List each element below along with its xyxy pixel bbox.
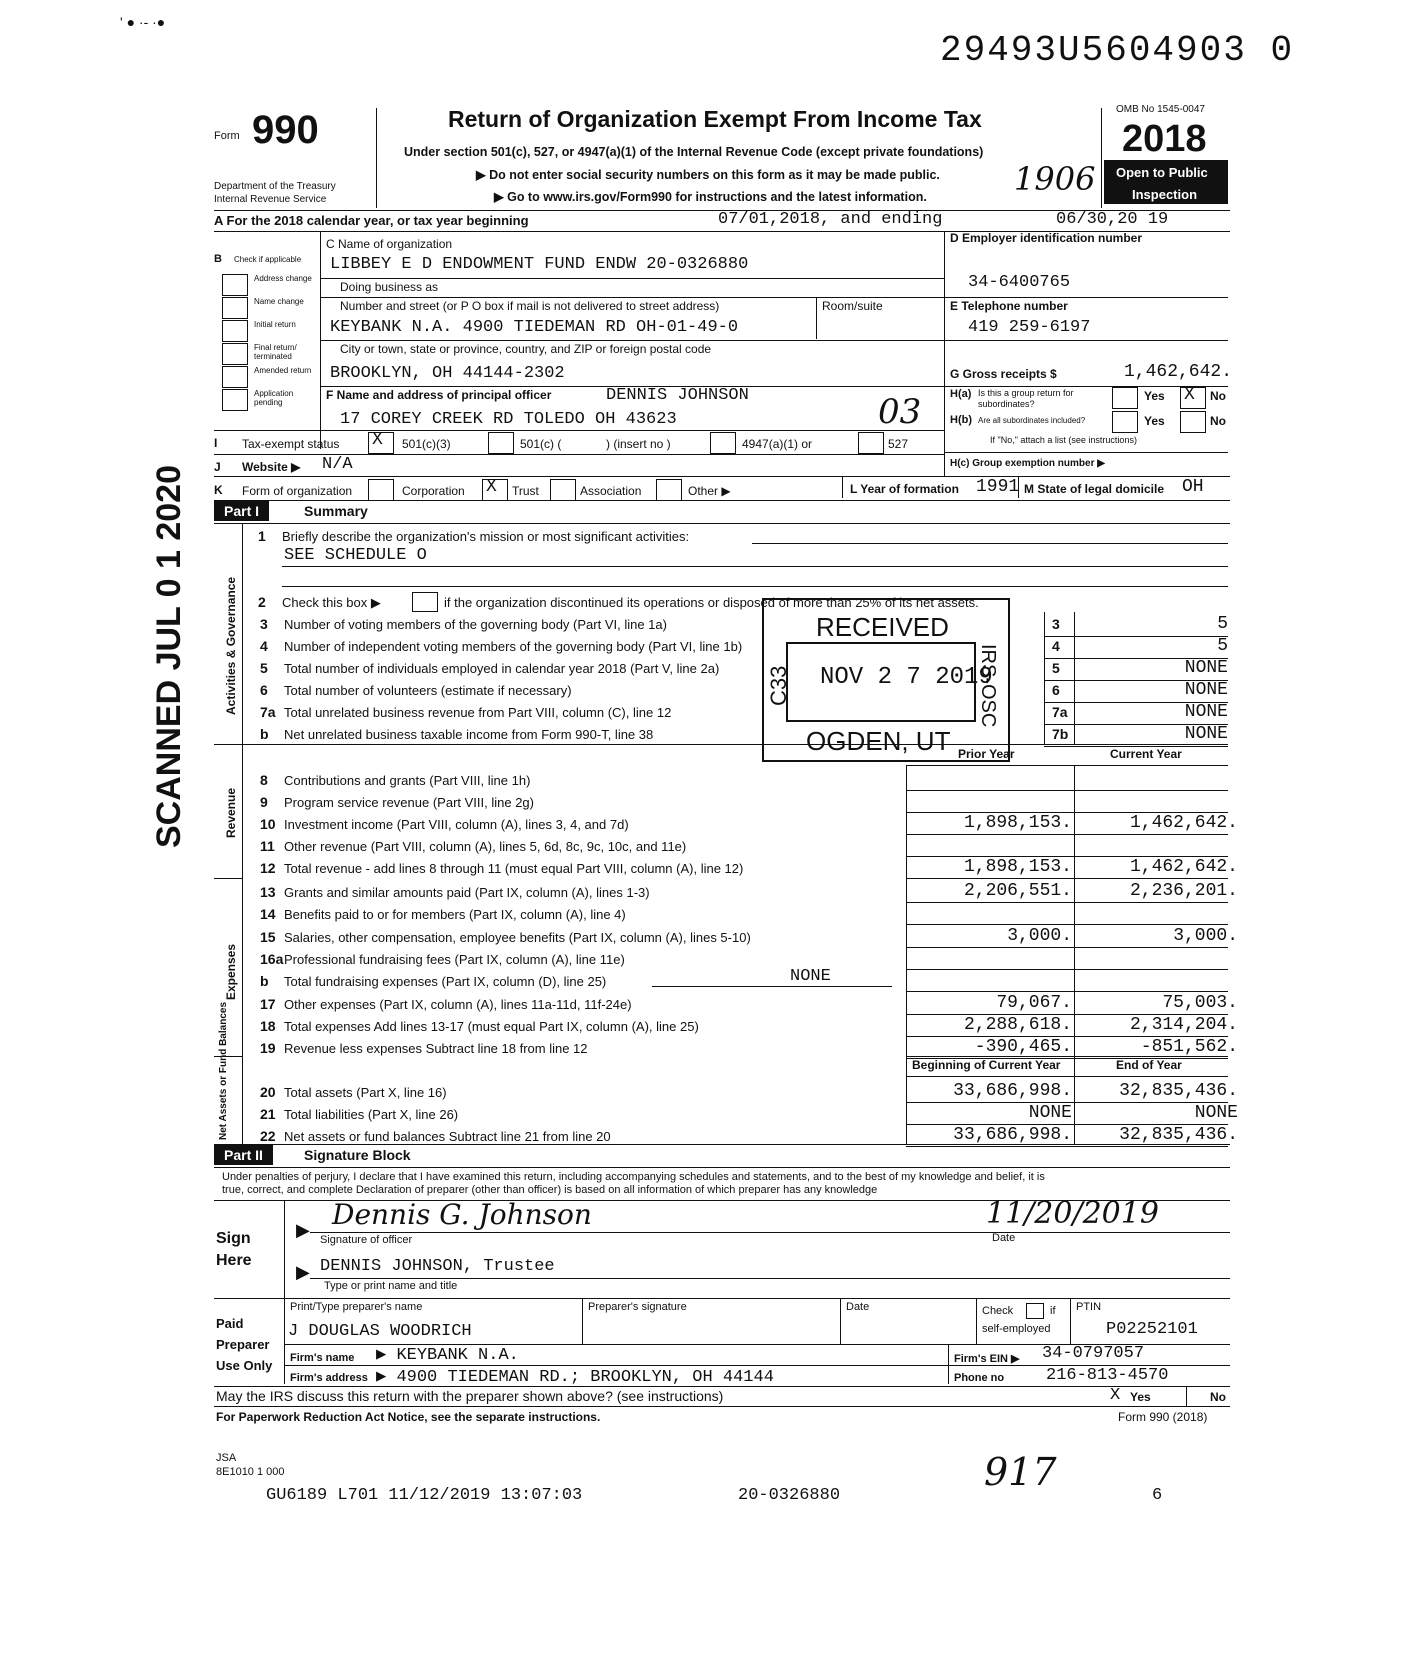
c-checkbox[interactable] [488,432,514,454]
assoc-label: Association [580,484,642,498]
c-label: 501(c) ( [520,437,562,451]
notice-ssn: ▶ Do not enter social security numbers on this form as it may be made public. [476,168,940,182]
line2-checkbox[interactable] [412,592,438,612]
sign-date: 11/20/2019 [986,1196,1159,1231]
fin-line-num: 19 [260,1040,276,1057]
firm-name: ▶ KEYBANK N.A. [376,1346,519,1365]
gov-line-value: 5 [1217,636,1228,656]
begin-year-header: Beginning of Current Year [912,1058,1061,1072]
box-b-item-label: Final return/ terminated [254,343,297,361]
assoc-checkbox[interactable] [550,479,576,501]
prior-year-header: Prior Year [958,747,1015,761]
insert-no: ) (insert no ) [606,437,671,451]
box-b-check: Check if applicable [234,255,302,264]
fin-line-num: 8 [260,772,268,788]
box-e-label: E Telephone number [950,299,1068,313]
gov-line-text: Number of voting members of the governing body (Part VI, line 1a) [284,617,667,632]
officer-name: DENNIS JOHNSON [606,386,749,405]
corp-label: Corporation [402,484,465,498]
year-formation: 1991 [976,477,1020,497]
stamp-side2: IRS-OSC [977,644,999,728]
line1-num: 1 [258,528,266,544]
fin-line-current: 2,314,204. [1129,1014,1238,1035]
firm-address: ▶ 4900 TIEDEMAN RD.; BROOKLYN, OH 44144 [376,1368,774,1387]
fin-line-num: 9 [260,794,268,810]
trust-label: Trust [512,484,539,498]
check-label: Check [982,1305,1014,1317]
fin-line-text: Other revenue (Part VIII, column (A), lines 5, 6d, 8c, 9c, 10c, and 11e) [284,839,687,854]
current-year-header: Current Year [1110,747,1182,761]
firm-ein: 34-0797057 [1042,1344,1145,1363]
preparer-name: J DOUGLAS WOODRICH [288,1322,472,1341]
trust-mark: X [486,477,497,497]
gov-line-num: 5 [260,660,268,676]
fin-line-text: Total revenue - add lines 8 through 11 (must equal Part VIII, column (A), line 12) [284,861,744,876]
form-ref: Form 990 (2018) [1118,1410,1208,1424]
line-k-text: Form of organization [242,484,353,498]
ha-no: No [1210,389,1226,403]
fin-line-prior: 33,686,998. [953,1081,1072,1101]
c3-label: 501(c)(3) [402,437,451,451]
ha-yes: Yes [1144,389,1165,403]
box-b-item-label: Initial return [254,320,296,329]
fin-line-text: Total assets (Part X, line 16) [284,1085,447,1100]
preparer-label: Preparer [216,1337,270,1352]
jsa: JSA [216,1452,237,1464]
fin-line-current: 1,462,642. [1129,857,1238,877]
street-label: Number and street (or P O box if mail is not delivered to street address) [340,299,720,313]
fin-line-current: 32,835,436. [1119,1081,1238,1101]
line-j-label: J [214,460,221,474]
discuss-mark: X [1110,1386,1121,1405]
corp-checkbox[interactable] [368,479,394,501]
fin-line-prior: 33,686,998. [953,1125,1072,1145]
gov-line-box: 3 [1052,616,1060,632]
fin-line-num: 10 [260,816,276,832]
ha-label: H(a) [950,388,972,400]
other-label: Other ▶ [688,484,731,498]
box-b-checkbox[interactable] [222,389,248,411]
gov-line-num: 3 [260,616,268,632]
prep-date-label: Date [846,1301,870,1313]
fin-line-current: 3,000. [1173,925,1238,946]
tax-year: 2018 [1122,118,1207,160]
dln-number: 29493U5604903 0 [940,30,1295,71]
gov-line-value: 5 [1217,614,1228,634]
gov-line-value: NONE [1184,680,1228,700]
self-emp-label: self-employed [982,1323,1051,1335]
fin-line-num: 21 [260,1106,276,1122]
c3-mark: X [372,430,383,450]
officer-signature: Dennis G. Johnson [332,1198,592,1231]
fin-line-num: 20 [260,1084,276,1100]
line-m-label: M State of legal domicile [1024,482,1165,496]
a1-checkbox[interactable] [710,432,736,454]
batch-line: GU6189 L701 11/12/2019 13:07:03 [266,1486,583,1505]
firm-name-label: Firm's name [290,1352,355,1364]
fin-line-text: Revenue less expenses Subtract line 18 from line 12 [284,1041,588,1057]
sign-label: Sign [216,1230,251,1247]
scan-mark: ' ● ·- ·● [120,14,166,30]
ein-ref: 20-0326880 [738,1486,841,1505]
fin-line-prior: 79,067. [996,992,1072,1013]
hb-no: No [1210,414,1226,428]
gov-line-text: Total number of individuals employed in calendar year 2018 (Part V, line 2a) [284,661,720,676]
gov-line-box: 4 [1052,638,1060,654]
sig-label: Signature of officer [320,1234,413,1246]
part2-title: Signature Block [304,1147,411,1163]
gov-line-box: 7a [1052,704,1068,720]
fin-line-num: 12 [260,860,276,876]
box-b-label: B [214,253,222,265]
dba-label: Doing business as [340,280,439,294]
side-gov: Activities & Governance [224,576,238,715]
box-b-item-label: Application pending [254,389,294,407]
gov-line-value: NONE [1184,702,1228,722]
fin-line-prior: 1,898,153. [963,813,1072,833]
fin-line-current: 32,835,436. [1119,1125,1238,1145]
line-i-text: Tax-exempt status [242,437,340,451]
box-b-item-label: Address change [254,274,312,283]
gross-receipts: 1,462,642. [1124,362,1233,382]
side-rev: Revenue [224,787,238,838]
fin-line-num: b [260,973,269,990]
fin-line-num: 14 [260,906,276,923]
line1-text: Briefly describe the organization's mission or most significant activities: [282,529,690,544]
fin-line-text: Total fundraising expenses (Part IX, column (D), line 25) [284,974,607,990]
jsa-code: 8E1010 1 000 [216,1466,285,1478]
part1-label: Part I [214,501,269,521]
part1-title: Summary [304,503,368,519]
box-b-item-label: Amended return [254,366,312,375]
line-k-label: K [214,483,223,497]
fin-line-num: 16a [260,950,284,967]
if-label: if [1050,1305,1056,1317]
if-no-text: If "No," attach a list (see instructions) [990,435,1137,445]
gov-line-box: 5 [1052,660,1060,676]
ha-yes-box[interactable] [1112,387,1138,409]
fin-line-text: Total liabilities (Part X, line 26) [284,1107,459,1122]
hb-text: Are all subordinates included? [978,416,1086,425]
fin-line-rule [906,834,1228,835]
fin-line-prior: 2,288,618. [963,1014,1072,1035]
fin-line-current: 2,236,201. [1129,881,1238,901]
fin-line-text: Other expenses (Part IX, column (A), lines 11a-11d, 11f-24e) [284,996,632,1012]
self-employed-checkbox[interactable] [1026,1303,1044,1319]
fin-line-prior: 1,898,153. [963,857,1072,877]
hb-no-box[interactable] [1180,411,1206,433]
gov-line-num: b [260,726,269,742]
date-label: Date [992,1232,1016,1244]
box-b-checkbox[interactable] [222,297,248,319]
fin-line-text: Benefits paid to or for members (Part IX, column (A), line 4) [284,907,626,923]
fin-line-num: 13 [260,884,276,900]
line-a-end: 06/30,20 19 [1056,210,1169,229]
state-domicile: OH [1182,477,1204,497]
fin-line-rule [906,969,1228,970]
gov-line-num: 7a [260,704,276,720]
phone-no-label: Phone no [954,1372,1005,1384]
form-title: Return of Organization Exempt From Income Tax [448,106,982,132]
fin-line-prior: 3,000. [1007,925,1072,946]
sign-arrow: ▶ [296,1220,310,1240]
name-arrow: ▶ [296,1262,310,1282]
handwritten-note: 1906 [1014,160,1096,198]
hb-yes: Yes [1144,414,1165,428]
prep-name-label: Print/Type preparer's name [290,1301,423,1313]
end-year-header: End of Year [1116,1058,1182,1072]
box-g-label: G Gross receipts $ [950,367,1057,381]
form-subtitle: Under section 501(c), 527, or 4947(a)(1) of the Internal Revenue Code (except private foundations) [404,145,984,159]
line2-num: 2 [258,594,266,610]
name-title-label: Type or print name and title [324,1280,458,1292]
gov-line-num: 4 [260,638,268,654]
ptin-value: P02252101 [1106,1320,1198,1339]
box-b-item-label: Name change [254,297,304,306]
hand-917: 917 [984,1450,1057,1494]
ptin-label: PTIN [1076,1301,1102,1313]
gov-line-value: NONE [1184,658,1228,678]
city-label: City or town, state or province, country, and ZIP or foreign postal code [340,342,712,356]
use-only-label: Use Only [216,1358,273,1373]
fin-line-current: -851,562. [1140,1037,1238,1058]
fin-line-prior: 2,206,551. [963,881,1072,901]
gov-line-num: 6 [260,682,268,698]
phone-value: 419 259-6197 [968,318,1091,337]
page-number: 6 [1152,1486,1163,1505]
fin-line-prior: NONE [1028,1103,1072,1123]
fin-line-text: Contributions and grants (Part VIII, line 1h) [284,773,531,788]
box-b-checkbox[interactable] [222,366,248,388]
paid-label: Paid [216,1316,244,1331]
stamp-date: NOV 2 7 2019 [820,664,993,691]
website-value: N/A [322,455,353,474]
box-b-checkbox[interactable] [222,274,248,296]
s527-label: 527 [888,437,909,451]
fin-line-current: NONE [1194,1103,1238,1123]
gov-line-box: 7b [1052,726,1069,742]
omb-number: OMB No 1545-0047 [1116,104,1205,115]
s527-checkbox[interactable] [858,432,884,454]
firm-addr-label: Firm's address [290,1372,368,1384]
perjury-line2: true, correct, and complete Declaration of preparer (other than officer) is based on all information of which preparer has any knowledge [222,1184,878,1196]
gov-line-text: Net unrelated business taxable income from Form 990-T, line 38 [284,727,654,742]
dept-line1: Department of the Treasury [214,181,336,192]
street-value: KEYBANK N.A. 4900 TIEDEMAN RD OH-01-49-0 [330,318,739,337]
inspection: Inspection [1132,187,1198,202]
discuss-text: May the IRS discuss this return with the preparer shown above? (see instructions) [216,1388,724,1404]
fin-line-num: 17 [260,995,276,1012]
fin-line-prior: -390,465. [974,1037,1072,1058]
line1-value: SEE SCHEDULE O [284,546,427,565]
paperwork-notice: For Paperwork Reduction Act Notice, see the separate instructions. [216,1410,601,1424]
fin-line-text: Total expenses Add lines 13-17 (must equal Part IX, column (A), line 25) [284,1018,699,1034]
fin-line-num: 22 [260,1128,276,1144]
part2-label: Part II [214,1145,273,1165]
city-value: BROOKLYN, OH 44144-2302 [330,364,565,383]
box-f-label: F Name and address of principal officer [326,388,552,402]
ha-text1: Is this a group return for [978,388,1074,398]
fin-line-text: Salaries, other compensation, employee benefits (Part IX, column (A), lines 5-10) [284,929,751,945]
ha-text2: subordinates? [978,399,1035,409]
side-net: Net Assets or Fund Balances [218,1001,229,1140]
fin-line-num: 15 [260,928,276,945]
fin-line-text: Investment income (Part VIII, column (A), lines 3, 4, and 7d) [284,817,629,832]
discuss-no[interactable]: No [1210,1390,1226,1404]
stamp-side1: C33 [766,665,791,706]
dept-line2: Internal Revenue Service [214,194,327,205]
fin-line-rule [906,790,1228,791]
ein-value: 34-6400765 [968,273,1071,292]
hb-label: H(b) [950,414,972,426]
form-number: 990 [252,108,319,152]
org-name: LIBBEY E D ENDOWMENT FUND ENDW 20-0326880 [330,255,749,274]
officer-address: 17 COREY CREEK RD TOLEDO OH 43623 [340,410,677,429]
box-c-label: C Name of organization [326,237,453,251]
stamp-city: OGDEN, UT [806,726,951,756]
fin-line-rule [906,947,1228,948]
scanned-stamp: SCANNED JUL 0 1 2020 [150,465,188,848]
fin-line-num: 18 [260,1017,276,1034]
line16b-value: NONE [790,967,831,986]
stamp-received: RECEIVED [816,612,949,642]
hand-03: 03 [878,392,922,432]
line-a-label: A For the 2018 calendar year, or tax year beginning [214,213,529,228]
fin-line-rule [906,878,1228,879]
gov-line-text: Total unrelated business revenue from Part VIII, column (C), line 12 [284,705,672,720]
form-word: Form [214,130,240,142]
room-label: Room/suite [822,299,883,313]
box-b-checkbox[interactable] [222,320,248,342]
fin-line-text: Net assets or fund balances Subtract line 21 from line 20 [284,1129,611,1144]
website-label: Website ▶ [242,460,301,474]
line2-rest: if the organization discontinued its operations or disposed of more than 25% of its net assets. [444,595,979,610]
fin-line-text: Professional fundraising fees (Part IX, column (A), line 11e) [284,951,625,967]
discuss-yes[interactable]: Yes [1130,1390,1151,1404]
box-b-checkbox[interactable] [222,343,248,365]
fin-line-current: 1,462,642. [1129,813,1238,833]
firm-ein-label: Firm's EIN ▶ [954,1353,1020,1365]
fin-line-num: 11 [260,838,275,854]
other-checkbox[interactable] [656,479,682,501]
gov-line-text: Number of independent voting members of the governing body (Part VI, line 1b) [284,639,743,654]
gov-line-value: NONE [1184,724,1228,744]
line-i-label: I [214,436,218,450]
hc-label: H(c) Group exemption number ▶ [950,458,1105,469]
preparer-phone: 216-813-4570 [1046,1366,1169,1385]
box-d-label: D Employer identification number [950,231,1143,245]
hb-yes-box[interactable] [1112,411,1138,433]
fin-line-rule [906,902,1228,903]
prep-sig-label: Preparer's signature [588,1301,687,1313]
fin-line-text: Grants and similar amounts paid (Part IX, column (A), lines 1-3) [284,885,650,900]
fin-line-current: 75,003. [1162,992,1238,1013]
a1-label: 4947(a)(1) or [742,437,813,451]
fin-line-text: Program service revenue (Part VIII, line 2g) [284,795,534,810]
gov-line-text: Total number of volunteers (estimate if necessary) [284,683,572,698]
line-a-begin: 07/01,2018, and ending [718,210,943,229]
ha-no-mark: X [1184,385,1195,405]
open-public: Open to Public [1116,165,1208,180]
line-l-label: L Year of formation [850,482,959,496]
side-exp: Expenses [224,943,238,1000]
officer-name-title: DENNIS JOHNSON, Trustee [320,1257,555,1276]
gov-line-box: 6 [1052,682,1060,698]
perjury-line1: Under penalties of perjury, I declare that I have examined this return, including accompanying schedules and statements, and to the best of my knowledge and belief, it is [222,1171,1045,1183]
notice-web: ▶ Go to www.irs.gov/Form990 for instructions and the latest information. [494,190,927,204]
line2-text: Check this box ▶ [282,595,381,610]
here-label: Here [216,1252,252,1269]
